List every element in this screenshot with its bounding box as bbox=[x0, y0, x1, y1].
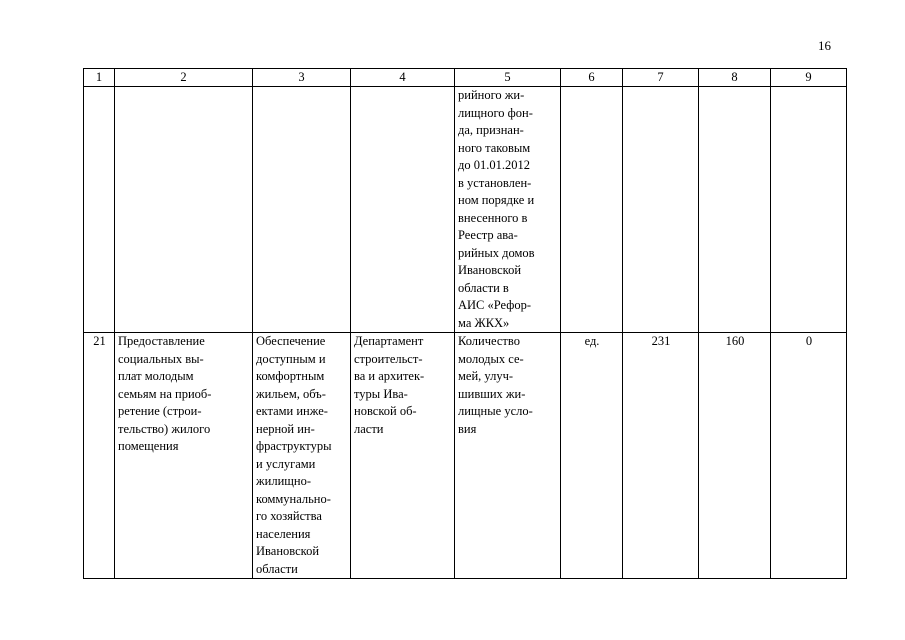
value-cell-col7: 231 bbox=[623, 333, 699, 579]
indicator-text-continued: рийного жи- лищного фон- да, признан- ного таковым до 01.01.2012 в установлен- ном порядке и внесенного в Реестр ава- рийных домов Ивановской области в АИС «Рефор- ма ЖКХ» bbox=[458, 88, 535, 330]
table-row-21 bbox=[84, 333, 847, 579]
header-cell: 5 bbox=[455, 69, 561, 87]
row-number-cell: 21 bbox=[84, 333, 115, 579]
measure-name-cell: Предоставление социальных вы- плат молодым семьям на приоб- ретение (строи- тельство) жилого помещения bbox=[115, 333, 253, 579]
table-header-row bbox=[84, 69, 847, 87]
value-cell-col8: 160 bbox=[699, 333, 771, 579]
table-cell bbox=[253, 87, 351, 333]
table-row-continuation bbox=[84, 87, 847, 333]
value-cell-col9: 0 bbox=[771, 333, 847, 579]
program-table bbox=[83, 68, 847, 579]
goal-cell: Обеспечение доступным и комфортным жильем, объ- ектами инже- нерной ин- фраструктуры и услугами жилищно- коммунально- го хозяйства населения Ивановской области bbox=[253, 333, 351, 579]
table-cell bbox=[561, 87, 623, 333]
unit-cell: ед. bbox=[561, 333, 623, 579]
header-cell: 3 bbox=[253, 69, 351, 87]
header-cell: 4 bbox=[351, 69, 455, 87]
table-cell bbox=[115, 87, 253, 333]
table-cell-indicator bbox=[455, 87, 561, 333]
table-cell bbox=[84, 87, 115, 333]
table-cell bbox=[623, 87, 699, 333]
header-cell: 9 bbox=[771, 69, 847, 87]
header-cell: 8 bbox=[699, 69, 771, 87]
table-cell bbox=[351, 87, 455, 333]
table-cell bbox=[699, 87, 771, 333]
table-cell bbox=[771, 87, 847, 333]
header-cell: 6 bbox=[561, 69, 623, 87]
header-cell: 2 bbox=[115, 69, 253, 87]
indicator-cell: Количество молодых се- мей, улуч- шивших жи- лищные усло- вия bbox=[455, 333, 561, 579]
header-cell: 7 bbox=[623, 69, 699, 87]
page-number: 16 bbox=[818, 38, 831, 53]
responsible-cell: Департамент строительст- ва и архитек- туры Ива- новской об- ласти bbox=[351, 333, 455, 579]
header-cell: 1 bbox=[84, 69, 115, 87]
